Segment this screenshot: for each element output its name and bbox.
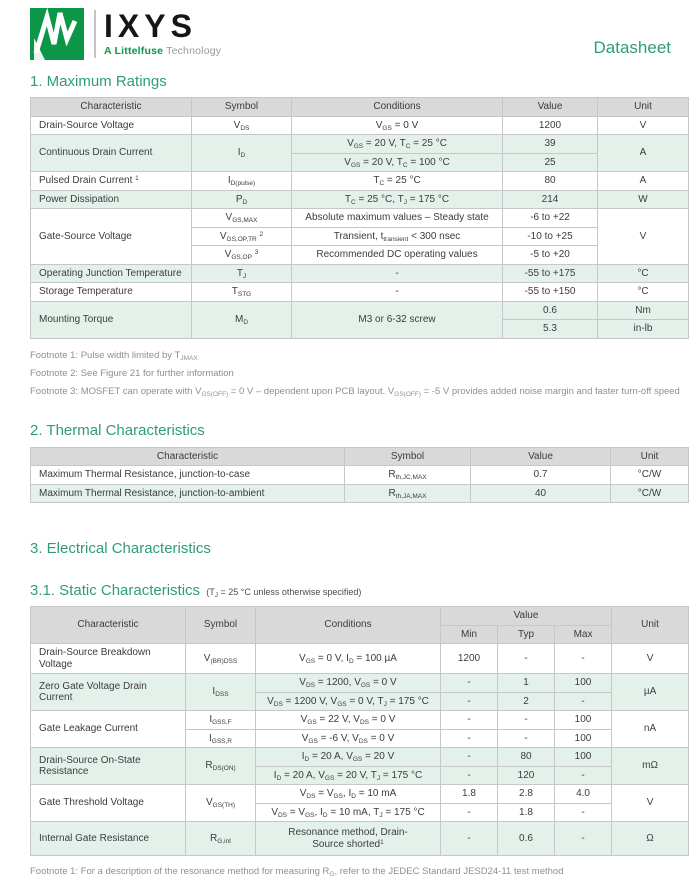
table-cell: V [598, 116, 689, 135]
table-cell: V [612, 785, 689, 822]
column-header-characteristic: Characteristic [31, 607, 186, 644]
footnote: Footnote 1: Pulse width limited by $T_{JMAX}$ [30, 349, 198, 362]
table-cell: -55 to +175 [503, 264, 598, 283]
table-header-row [31, 447, 689, 466]
table-cell: 1.8 [498, 803, 555, 822]
table-cell: - [292, 283, 503, 302]
table-cell: 1.8 [441, 785, 498, 804]
section-title-static [30, 582, 688, 599]
section-title-thermal: 2. Thermal Characteristics [30, 421, 205, 439]
max-ratings-table [30, 97, 689, 339]
table-cell: 120 [498, 766, 555, 785]
table-cell: $V_{GS,OP}$ $^3$ [192, 246, 292, 265]
table-cell: 2 [498, 692, 555, 711]
column-header-conditions: Conditions [292, 98, 503, 117]
table-cell: A [598, 135, 689, 172]
table-cell: $V_{GS} = 20$ V, $T_C = 25$ °C [292, 135, 503, 154]
table-cell: Nm [598, 301, 689, 320]
table-row [31, 822, 689, 856]
table-cell: $R_{th,JA,MAX}$ [345, 484, 471, 503]
table-cell: 80 [503, 172, 598, 191]
table-cell: - [555, 822, 612, 856]
table-cell: $I_D$ [192, 135, 292, 172]
table-cell: - [555, 644, 612, 674]
table-cell: 5.3 [503, 320, 598, 339]
table-cell: $V_{GS,OP,TR}$ $^2$ [192, 227, 292, 246]
table-row [31, 135, 689, 154]
column-header-characteristic: Characteristic [31, 98, 192, 117]
page-header [30, 8, 688, 60]
column-header-value: Value [503, 98, 598, 117]
table-cell: - [441, 766, 498, 785]
table-row [31, 190, 689, 209]
table-cell: V [612, 644, 689, 674]
table-cell: Ω [612, 822, 689, 856]
table-cell: 1200 [503, 116, 598, 135]
table-cell: 4.0 [555, 785, 612, 804]
table-cell: Drain-Source Breakdown Voltage [31, 644, 186, 674]
table-cell: $R_{th,JC,MAX}$ [345, 466, 471, 485]
table-row [31, 674, 689, 693]
table-cell: - [441, 748, 498, 767]
table-cell: Zero Gate Voltage Drain Current [31, 674, 186, 711]
table-header-row [31, 98, 689, 117]
table-cell: $V_{DS} = V_{GS}$, $I_D = 10$ mA [256, 785, 441, 804]
doc-type-label: Datasheet [593, 38, 671, 57]
table-cell: °C/W [611, 466, 689, 485]
table-row [31, 748, 689, 767]
table-row [31, 116, 689, 135]
table-cell: 0.6 [503, 301, 598, 320]
column-header-value: Value [441, 607, 612, 626]
table-cell: - [498, 644, 555, 674]
table-cell: µA [612, 674, 689, 711]
table-cell: A [598, 172, 689, 191]
table-cell: $V_{(BR)DSS}$ [186, 644, 256, 674]
table-cell: -5 to +20 [503, 246, 598, 265]
table-cell: $I_{GSS,F}$ [186, 711, 256, 730]
table-cell: Gate Leakage Current [31, 711, 186, 748]
table-cell: $T_{STG}$ [192, 283, 292, 302]
table-cell: Mounting Torque [31, 301, 192, 338]
table-header-row [31, 607, 689, 626]
table-cell: $M_D$ [192, 301, 292, 338]
table-cell: $T_J$ [192, 264, 292, 283]
table-cell: $V_{DS} = 1200$ V, $V_{GS} = 0$ V, $T_J = 175$ °C [256, 692, 441, 711]
table-cell: $V_{DS} = V_{GS}$, $I_D = 10$ mA, $T_J = 175$ °C [256, 803, 441, 822]
static-characteristics-table [30, 606, 689, 856]
table-cell: -10 to +25 [503, 227, 598, 246]
column-header-unit: Unit [598, 98, 689, 117]
table-cell: Recommended DC operating values [292, 246, 503, 265]
max-ratings-footnotes [30, 347, 688, 401]
table-cell: mΩ [612, 748, 689, 785]
table-cell: 0.6 [498, 822, 555, 856]
table-cell: - [441, 674, 498, 693]
column-header-symbol: Symbol [345, 447, 471, 466]
table-cell: $V_{GS} = 0$ V [292, 116, 503, 135]
table-cell: - [555, 692, 612, 711]
static-title-text: 3.1. Static Characteristics [30, 582, 201, 599]
tagline-rest: Technology [163, 45, 222, 57]
table-cell: -55 to +150 [503, 283, 598, 302]
table-row [31, 172, 689, 191]
table-cell: Pulsed Drain Current $^1$ [31, 172, 192, 191]
table-cell: $P_D$ [192, 190, 292, 209]
table-cell: - [292, 264, 503, 283]
table-cell: - [441, 692, 498, 711]
table-cell: $V_{GS,MAX}$ [192, 209, 292, 228]
ixys-logo [30, 8, 221, 60]
ixys-pulse-icon [30, 8, 84, 60]
column-header-unit: Unit [612, 607, 689, 644]
column-header-min: Min [441, 625, 498, 644]
table-cell: °C/W [611, 484, 689, 503]
table-row [31, 209, 689, 228]
table-cell: 100 [555, 674, 612, 693]
table-row [31, 644, 689, 674]
table-row [31, 785, 689, 804]
table-cell: $V_{GS} = 0$ V, $I_D = 100$ µA [256, 644, 441, 674]
brand-tagline [104, 45, 221, 57]
table-cell: $I_{DSS}$ [186, 674, 256, 711]
table-cell: 2.8 [498, 785, 555, 804]
column-header-unit: Unit [611, 447, 689, 466]
tagline-bold: A Littelfuse [104, 45, 164, 57]
table-cell: - [555, 766, 612, 785]
table-cell: Drain-Source Voltage [31, 116, 192, 135]
table-cell: Gate-Source Voltage [31, 209, 192, 265]
table-cell: Absolute maximum values – Steady state [292, 209, 503, 228]
table-cell: $V_{GS} = 22$ V, $V_{DS} = 0$ V [256, 711, 441, 730]
table-cell: in-lb [598, 320, 689, 339]
table-cell: - [441, 729, 498, 748]
table-cell: Maximum Thermal Resistance, junction-to-case [31, 466, 345, 485]
table-cell: M3 or 6-32 screw [292, 301, 503, 338]
static-title-subtitle: ($T_J = 25$ °C unless otherwise specified) [206, 587, 362, 599]
table-cell: Gate Threshold Voltage [31, 785, 186, 822]
column-header-characteristic: Characteristic [31, 447, 345, 466]
table-cell: 39 [503, 135, 598, 154]
table-cell: Maximum Thermal Resistance, junction-to-ambient [31, 484, 345, 503]
table-cell: - [498, 711, 555, 730]
table-row [31, 264, 689, 283]
table-cell: W [598, 190, 689, 209]
table-cell: $V_{DS}$ [192, 116, 292, 135]
table-cell: 1200 [441, 644, 498, 674]
thermal-table [30, 447, 689, 504]
table-cell: $V_{DS} = 1200$, $V_{GS} = 0$ V [256, 674, 441, 693]
table-cell: V [598, 209, 689, 265]
table-cell: 40 [471, 484, 611, 503]
footnote: Footnote 2: See Figure 21 for further information [30, 367, 234, 379]
table-cell: $I_D = 20$ A, $V_{GS} = 20$ V, $T_J = 175$ °C [256, 766, 441, 785]
section-title-max-ratings: 1. Maximum Ratings [30, 73, 167, 90]
logo-text [104, 8, 221, 60]
table-cell: - [441, 711, 498, 730]
column-header-value: Value [471, 447, 611, 466]
table-row [31, 466, 689, 485]
table-cell: Resonance method, Drain-Source shorted$^1$ [256, 822, 441, 856]
table-cell: Internal Gate Resistance [31, 822, 186, 856]
logo-divider [94, 10, 96, 58]
column-header-symbol: Symbol [186, 607, 256, 644]
table-cell: - [441, 803, 498, 822]
table-cell: 1 [498, 674, 555, 693]
table-cell: $R_{DS(ON)}$ [186, 748, 256, 785]
table-cell: °C [598, 283, 689, 302]
table-cell: °C [598, 264, 689, 283]
table-cell: 100 [555, 729, 612, 748]
column-header-max: Max [555, 625, 612, 644]
column-header-conditions: Conditions [256, 607, 441, 644]
table-row [31, 283, 689, 302]
table-cell: $V_{GS} = 20$ V, $T_C = 100$ °C [292, 153, 503, 172]
table-cell: $R_{G,int}$ [186, 822, 256, 856]
table-cell: $V_{GS(TH)}$ [186, 785, 256, 822]
table-cell: -6 to +22 [503, 209, 598, 228]
table-row [31, 484, 689, 503]
table-cell: - [498, 729, 555, 748]
brand-name: IXYS [104, 8, 197, 44]
column-header-typ: Typ [498, 625, 555, 644]
table-row [31, 301, 689, 320]
table-cell: Continuous Drain Current [31, 135, 192, 172]
table-cell: 214 [503, 190, 598, 209]
table-cell: Power Dissipation [31, 190, 192, 209]
section-title-electrical: 3. Electrical Characteristics [30, 540, 211, 557]
table-cell: 100 [555, 748, 612, 767]
table-cell: $V_{GS} = -6$ V, $V_{DS} = 0$ V [256, 729, 441, 748]
table-cell: - [441, 822, 498, 856]
table-cell: Transient, $t_{transient} < 300$ nsec [292, 227, 503, 246]
table-row [31, 711, 689, 730]
table-cell: nA [612, 711, 689, 748]
column-header-symbol: Symbol [192, 98, 292, 117]
table-cell: $I_D = 20$ A, $V_{GS} = 20$ V [256, 748, 441, 767]
table-cell: $T_C = 25$ °C [292, 172, 503, 191]
table-cell: - [555, 803, 612, 822]
table-cell: 25 [503, 153, 598, 172]
table-cell: 100 [555, 711, 612, 730]
table-cell: 0.7 [471, 466, 611, 485]
table-cell: $I_{D(pulse)}$ [192, 172, 292, 191]
table-cell: Operating Junction Temperature [31, 264, 192, 283]
footnote: Footnote 3: MOSFET can operate with $V_{GS(OFF)} = 0$ V – dependent upon PCB layout. $V_{GS(OFF)} = -5$ V provides added noise margin and faster turn-off speed [30, 385, 680, 398]
table-cell: $I_{GSS,R}$ [186, 729, 256, 748]
table-cell: 80 [498, 748, 555, 767]
table-cell: Drain-Source On-State Resistance [31, 748, 186, 785]
static-footnote: Footnote 1: For a description of the resonance method for measuring $R_G$, refer to the JEDEC Standard JESD24-11 test method [30, 866, 564, 878]
table-cell: Storage Temperature [31, 283, 192, 302]
table-cell: $T_C = 25$ °C, $T_J = 175$ °C [292, 190, 503, 209]
